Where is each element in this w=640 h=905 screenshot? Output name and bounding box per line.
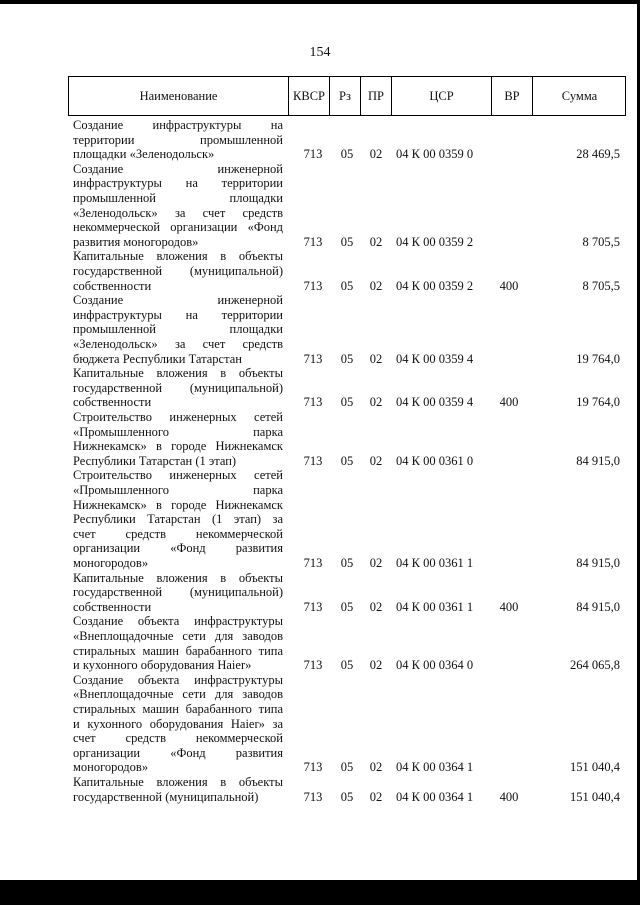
row-name-line: Нижнекамск» в городе Нижнекамск — [73, 439, 283, 454]
row-name-line: территории промышленной — [73, 132, 283, 147]
row-csr: 04 К 00 0361 1 — [396, 599, 474, 614]
header-csr: ЦСР — [429, 88, 454, 103]
row-name — [73, 410, 283, 468]
header-rz: Рз — [339, 88, 351, 103]
row-rz: 05 — [340, 555, 354, 570]
row-name-line: Капитальные вложения в объекты — [73, 774, 283, 789]
row-csr: 04 К 00 0359 2 — [396, 278, 474, 293]
scan-top-border — [0, 0, 640, 4]
row-name-line: Строительство инженерных сетей — [73, 468, 283, 483]
row-name-line: Создание инфраструктуры на — [73, 118, 283, 132]
row-csr: 04 К 00 0361 0 — [396, 453, 474, 468]
row-kvsr: 713 — [303, 351, 323, 366]
row-name-line: моногородов» — [73, 760, 149, 775]
row-rz: 05 — [340, 147, 354, 162]
row-rz: 05 — [340, 789, 354, 804]
scan-bottom-border — [0, 880, 640, 905]
row-name-line: и кухонного оборудования Haier» — [73, 658, 252, 673]
row-name-line: «Внеплощадочные сети для заводов — [73, 687, 283, 702]
table-row — [0, 468, 640, 570]
row-kvsr: 713 — [303, 278, 323, 293]
row-name — [73, 366, 283, 410]
row-pr: 02 — [369, 147, 383, 162]
table-row — [0, 571, 640, 615]
row-rz: 05 — [340, 658, 354, 673]
row-name-line: счет средств некоммерческой — [73, 526, 283, 541]
row-name-line: Строительство инженерных сетей — [73, 409, 283, 424]
row-kvsr: 713 — [303, 147, 323, 162]
row-pr: 02 — [369, 555, 383, 570]
row-name-line: Капитальные вложения в объекты — [73, 570, 283, 585]
row-name-line: Нижнекамск» в городе Нижнекамск — [73, 497, 283, 512]
table-row — [0, 673, 640, 775]
row-csr: 04 К 00 0359 2 — [396, 234, 474, 249]
page-number: 154 — [309, 45, 331, 60]
table-row — [0, 249, 640, 293]
row-csr: 04 К 00 0359 0 — [396, 147, 474, 162]
header-name: Наименование — [139, 88, 218, 103]
row-name-line: Создание объекта инфраструктуры — [73, 614, 283, 629]
row-name-line: государственной (муниципальной) — [73, 263, 283, 278]
row-kvsr: 713 — [303, 789, 323, 804]
row-name-line: Создание инженерной — [73, 293, 283, 308]
row-name-line: счет средств некоммерческой — [73, 731, 283, 746]
row-name-line: государственной (муниципальной) — [73, 789, 259, 804]
row-name-line: бюджета Республики Татарстан — [73, 351, 242, 366]
row-name-line: организации «Фонд развития — [73, 745, 283, 760]
table-row — [0, 293, 640, 366]
table-row — [0, 366, 640, 410]
row-pr: 02 — [369, 351, 383, 366]
row-name-line: площадки «Зеленодольск» — [73, 147, 215, 162]
row-name — [73, 571, 283, 615]
header-sum: Сумма — [561, 88, 598, 103]
row-name — [73, 775, 283, 804]
row-pr: 02 — [369, 760, 383, 775]
row-sum: 19 764,0 — [576, 395, 620, 410]
row-sum: 151 040,4 — [570, 760, 620, 775]
row-pr: 02 — [369, 658, 383, 673]
header-pr: ПР — [368, 88, 384, 103]
row-kvsr: 713 — [303, 760, 323, 775]
row-name-line: «Промышленного парка — [73, 482, 283, 497]
row-pr: 02 — [369, 453, 383, 468]
row-kvsr: 713 — [303, 658, 323, 673]
row-name-line: инфраструктуры на территории — [73, 307, 283, 322]
row-name-line: государственной (муниципальной) — [73, 585, 283, 600]
table-body — [0, 118, 640, 804]
row-sum: 19 764,0 — [576, 351, 620, 366]
row-kvsr: 713 — [303, 555, 323, 570]
row-rz: 05 — [340, 395, 354, 410]
row-name-line: промышленной площадки — [73, 322, 283, 337]
row-rz: 05 — [340, 760, 354, 775]
row-csr: 04 К 00 0364 1 — [396, 789, 474, 804]
table-header — [68, 76, 626, 116]
row-name-line: стиральных машин барабанного типа — [73, 643, 283, 658]
row-name-line: некоммерческой организации «Фонд — [73, 220, 283, 235]
table-row — [0, 410, 640, 468]
row-pr: 02 — [369, 395, 383, 410]
row-csr: 04 К 00 0364 0 — [396, 658, 474, 673]
row-kvsr: 713 — [303, 599, 323, 614]
row-name — [73, 614, 283, 672]
table-row — [0, 162, 640, 250]
header-kvsr: КВСР — [293, 88, 325, 103]
row-name-line: Республики Татарстан (1 этап) за — [73, 512, 283, 527]
row-sum: 84 915,0 — [576, 599, 620, 614]
row-name — [73, 118, 283, 162]
row-csr: 04 К 00 0359 4 — [396, 395, 474, 410]
row-pr: 02 — [369, 789, 383, 804]
row-sum: 151 040,4 — [570, 789, 620, 804]
row-csr: 04 К 00 0359 4 — [396, 351, 474, 366]
row-vr: 400 — [499, 395, 519, 410]
row-name-line: собственности — [73, 278, 152, 293]
row-rz: 05 — [340, 351, 354, 366]
table-row — [0, 775, 640, 804]
row-sum: 84 915,0 — [576, 555, 620, 570]
row-name-line: моногородов» — [73, 555, 149, 570]
row-name — [73, 673, 283, 775]
row-name-line: «Внеплощадочные сети для заводов — [73, 628, 283, 643]
row-sum: 84 915,0 — [576, 453, 620, 468]
row-sum: 28 469,5 — [576, 147, 620, 162]
row-rz: 05 — [340, 599, 354, 614]
row-name-line: Создание объекта инфраструктуры — [73, 672, 283, 687]
row-rz: 05 — [340, 453, 354, 468]
row-name-line: Республики Татарстан (1 этап) — [73, 453, 237, 468]
row-name-line: государственной (муниципальной) — [73, 380, 283, 395]
row-kvsr: 713 — [303, 395, 323, 410]
row-vr: 400 — [499, 278, 519, 293]
row-sum: 8 705,5 — [582, 234, 620, 249]
row-pr: 02 — [369, 234, 383, 249]
row-pr: 02 — [369, 278, 383, 293]
row-name-line: и кухонного оборудования Haier» за — [73, 716, 283, 731]
row-name-line: развития моногородов» — [73, 234, 199, 249]
row-name — [73, 293, 283, 366]
row-name-line: собственности — [73, 395, 152, 410]
row-name-line: Капитальные вложения в объекты — [73, 366, 283, 381]
row-name-line: стиральных машин барабанного типа — [73, 701, 283, 716]
row-csr: 04 К 00 0364 1 — [396, 760, 474, 775]
row-name-line: Создание инженерной — [73, 161, 283, 176]
row-name — [73, 162, 283, 250]
row-name-line: Капитальные вложения в объекты — [73, 249, 283, 264]
row-kvsr: 713 — [303, 453, 323, 468]
row-kvsr: 713 — [303, 234, 323, 249]
row-vr: 400 — [499, 789, 519, 804]
row-name-line: «Зеленодольск» за счет средств — [73, 336, 283, 351]
row-rz: 05 — [340, 278, 354, 293]
row-vr: 400 — [499, 599, 519, 614]
row-name-line: собственности — [73, 599, 152, 614]
row-name-line: организации «Фонд развития — [73, 541, 283, 556]
table-row — [0, 614, 640, 672]
row-csr: 04 К 00 0361 1 — [396, 555, 474, 570]
row-pr: 02 — [369, 599, 383, 614]
header-vr: ВР — [504, 88, 520, 103]
row-rz: 05 — [340, 234, 354, 249]
row-sum: 8 705,5 — [582, 278, 620, 293]
row-name-line: промышленной площадки — [73, 190, 283, 205]
row-name-line: инфраструктуры на территории — [73, 176, 283, 191]
row-name-line: «Зеленодольск» за счет средств — [73, 205, 283, 220]
row-name — [73, 249, 283, 293]
row-name — [73, 468, 283, 570]
row-name-line: «Промышленного парка — [73, 424, 283, 439]
row-sum: 264 065,8 — [570, 658, 620, 673]
table-row — [0, 118, 640, 162]
